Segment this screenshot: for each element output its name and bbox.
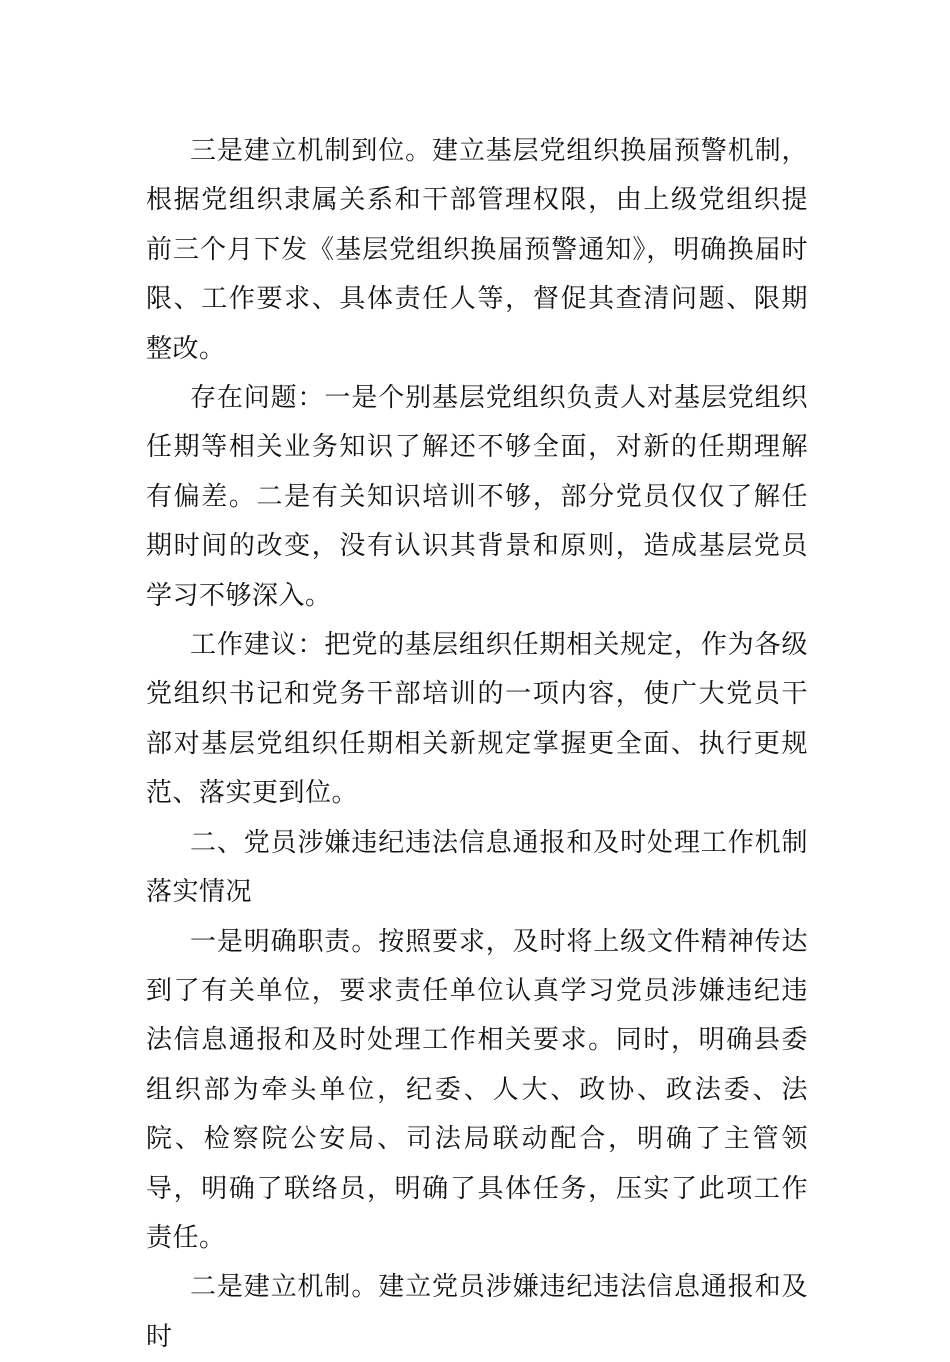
paragraph-clarify-duties: 一是明确职责。按照要求，及时将上级文件精神传达到了有关单位，要求责任单位认真学习党员涉嫌违纪违法信息通报和及时处理工作相关要求。同时，明确县委组织部为牵头单位，纪委、人大、政协、政法委、法院、检察院公安局、司法局联动配合，明确了主管领导，明确了联络员，明确了具体任务，压实了此项工作责任。 [146,926,808,1253]
paragraph-work-suggestions: 工作建议：把党的基层组织任期相关规定，作为各级党组织书记和党务干部培训的一项内容，使广大党员干部对基层党组织任期相关新规定掌握更全面、执行更规范、落实更到位。 [146,630,808,809]
section-heading-2: 二、党员涉嫌违纪违法信息通报和及时处理工作机制落实情况 [146,827,808,908]
paragraph-existing-problems: 存在问题：一是个别基层党组织负责人对基层党组织任期等相关业务知识了解还不够全面，对新的任期理解有偏差。二是有关知识培训不够，部分党员仅仅了解任期时间的改变，没有认识其背景和原则，造成基层党员学习不够深入。 [146,383,808,611]
paragraph-establish-mechanism: 二是建立机制。建立党员涉嫌违纪违法信息通报和及时 [146,1272,808,1352]
paragraph-mechanism-in-place: 三是建立机制到位。建立基层党组织换届预警机制，根据党组织隶属关系和干部管理权限，由上级党组织提前三个月下发《基层党组织换届预警通知》，明确换届时限、工作要求、具体责任人等，督促其查清问题、限期整改。 [146,136,808,364]
document-body [146,127,808,1362]
